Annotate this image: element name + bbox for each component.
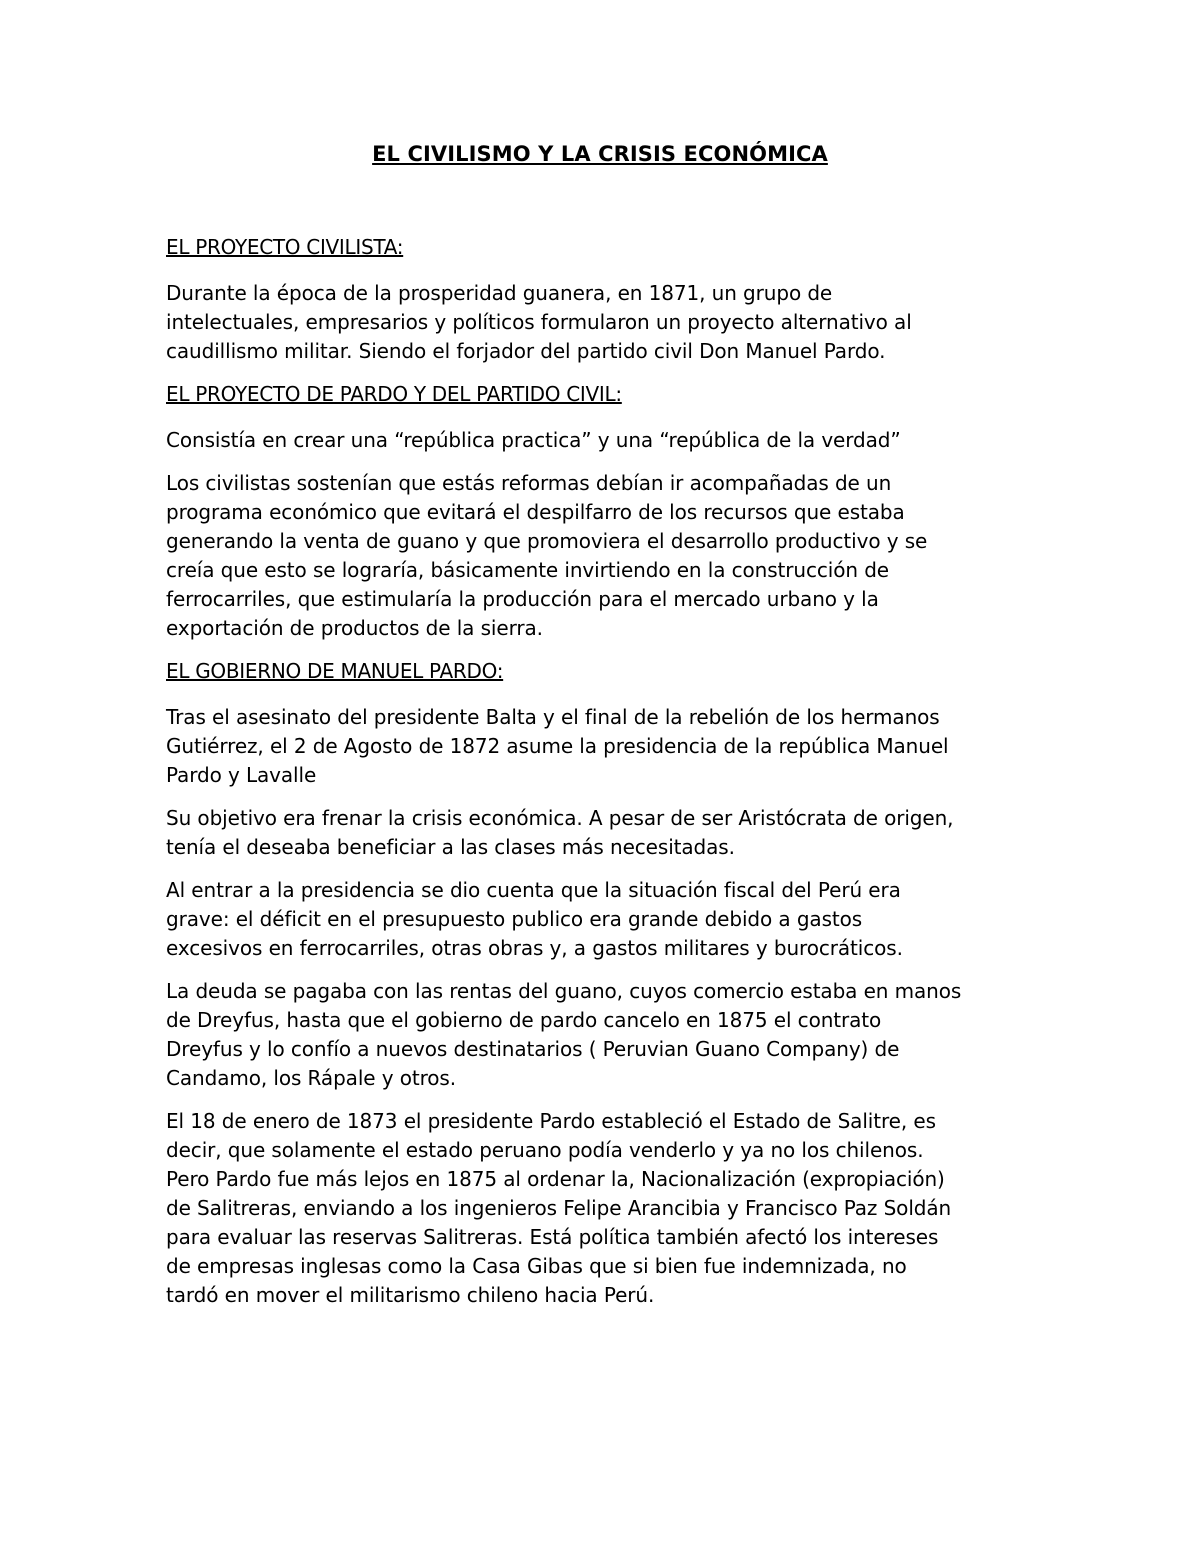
paragraph-estado-salitre [166, 1107, 1046, 1310]
text-line: Tras el asesinato del presidente Balta y el final de la rebelión de los hermanos [166, 705, 940, 729]
paragraph-asesinato-balta [166, 703, 1046, 790]
text-line: para evaluar las reservas Salitreras. Está política también afectó los intereses [166, 1225, 939, 1249]
paragraph-prosperidad-guanera [166, 279, 1046, 366]
paragraph-deuda-guano [166, 977, 1046, 1093]
document-body [166, 233, 1046, 1324]
paragraph-situacion-fiscal [166, 876, 1046, 963]
heading-proyecto-pardo [166, 380, 1046, 409]
text-line: decir, que solamente el estado peruano podía venderlo y ya no los chilenos. [166, 1138, 924, 1162]
text-line: exportación de productos de la sierra. [166, 616, 543, 640]
text-line: Pardo y Lavalle [166, 763, 317, 787]
paragraph-civilistas-reformas [166, 469, 1046, 643]
text-line: de empresas inglesas como la Casa Gibas que si bien fue indemnizada, no [166, 1254, 907, 1278]
document-title: EL CIVILISMO Y LA CRISIS ECONÓMICA [372, 142, 828, 166]
text-line: Al entrar a la presidencia se dio cuenta que la situación fiscal del Perú era [166, 878, 901, 902]
heading-text: EL PROYECTO CIVILISTA: [166, 235, 404, 259]
text-line: Gutiérrez, el 2 de Agosto de 1872 asume la presidencia de la república Manuel [166, 734, 949, 758]
heading-text: EL GOBIERNO DE MANUEL PARDO: [166, 659, 504, 683]
text-line: creía que esto se lograría, básicamente invirtiendo en la construcción de [166, 558, 890, 582]
heading-proyecto-civilista [166, 233, 1046, 262]
text-line: grave: el déficit en el presupuesto publico era grande debido a gastos [166, 907, 863, 931]
heading-gobierno-pardo [166, 657, 1046, 686]
text-line: tardó en mover el militarismo chileno hacia Perú. [166, 1283, 655, 1307]
paragraph-republica-practica [166, 426, 1046, 455]
text-line: de Salitreras, enviando a los ingenieros Felipe Arancibia y Francisco Paz Soldán [166, 1196, 952, 1220]
text-line: Su objetivo era frenar la crisis económica. A pesar de ser Aristócrata de origen, [166, 806, 954, 830]
text-line: generando la venta de guano y que promoviera el desarrollo productivo y se [166, 529, 928, 553]
text-line: Candamo, los Rápale y otros. [166, 1066, 457, 1090]
text-line: Dreyfus y lo confío a nuevos destinatarios ( Peruvian Guano Company) de [166, 1037, 900, 1061]
text-line: programa económico que evitará el despilfarro de los recursos que estaba [166, 500, 905, 524]
text-line: ferrocarriles, que estimularía la producción para el mercado urbano y la [166, 587, 879, 611]
text-line: caudillismo militar. Siendo el forjador del partido civil Don Manuel Pardo. [166, 339, 886, 363]
text-line: Pero Pardo fue más lejos en 1875 al ordenar la, Nacionalización (expropiación) [166, 1167, 945, 1191]
text-line: intelectuales, empresarios y políticos formularon un proyecto alternativo al [166, 310, 912, 334]
text-line: excesivos en ferrocarriles, otras obras y, a gastos militares y burocráticos. [166, 936, 903, 960]
text-line: tenía el deseaba beneficiar a las clases más necesitadas. [166, 835, 735, 859]
text-line: Durante la época de la prosperidad guanera, en 1871, un grupo de [166, 281, 833, 305]
text-line: Consistía en crear una “república practica” y una “república de la verdad” [166, 428, 901, 452]
text-line: Los civilistas sostenían que estás reformas debían ir acompañadas de un [166, 471, 892, 495]
text-line: El 18 de enero de 1873 el presidente Pardo estableció el Estado de Salitre, es [166, 1109, 936, 1133]
paragraph-objetivo-crisis [166, 804, 1046, 862]
text-line: La deuda se pagaba con las rentas del guano, cuyos comercio estaba en manos [166, 979, 962, 1003]
text-line: de Dreyfus, hasta que el gobierno de pardo cancelo en 1875 el contrato [166, 1008, 882, 1032]
heading-text: EL PROYECTO DE PARDO Y DEL PARTIDO CIVIL: [166, 382, 622, 406]
